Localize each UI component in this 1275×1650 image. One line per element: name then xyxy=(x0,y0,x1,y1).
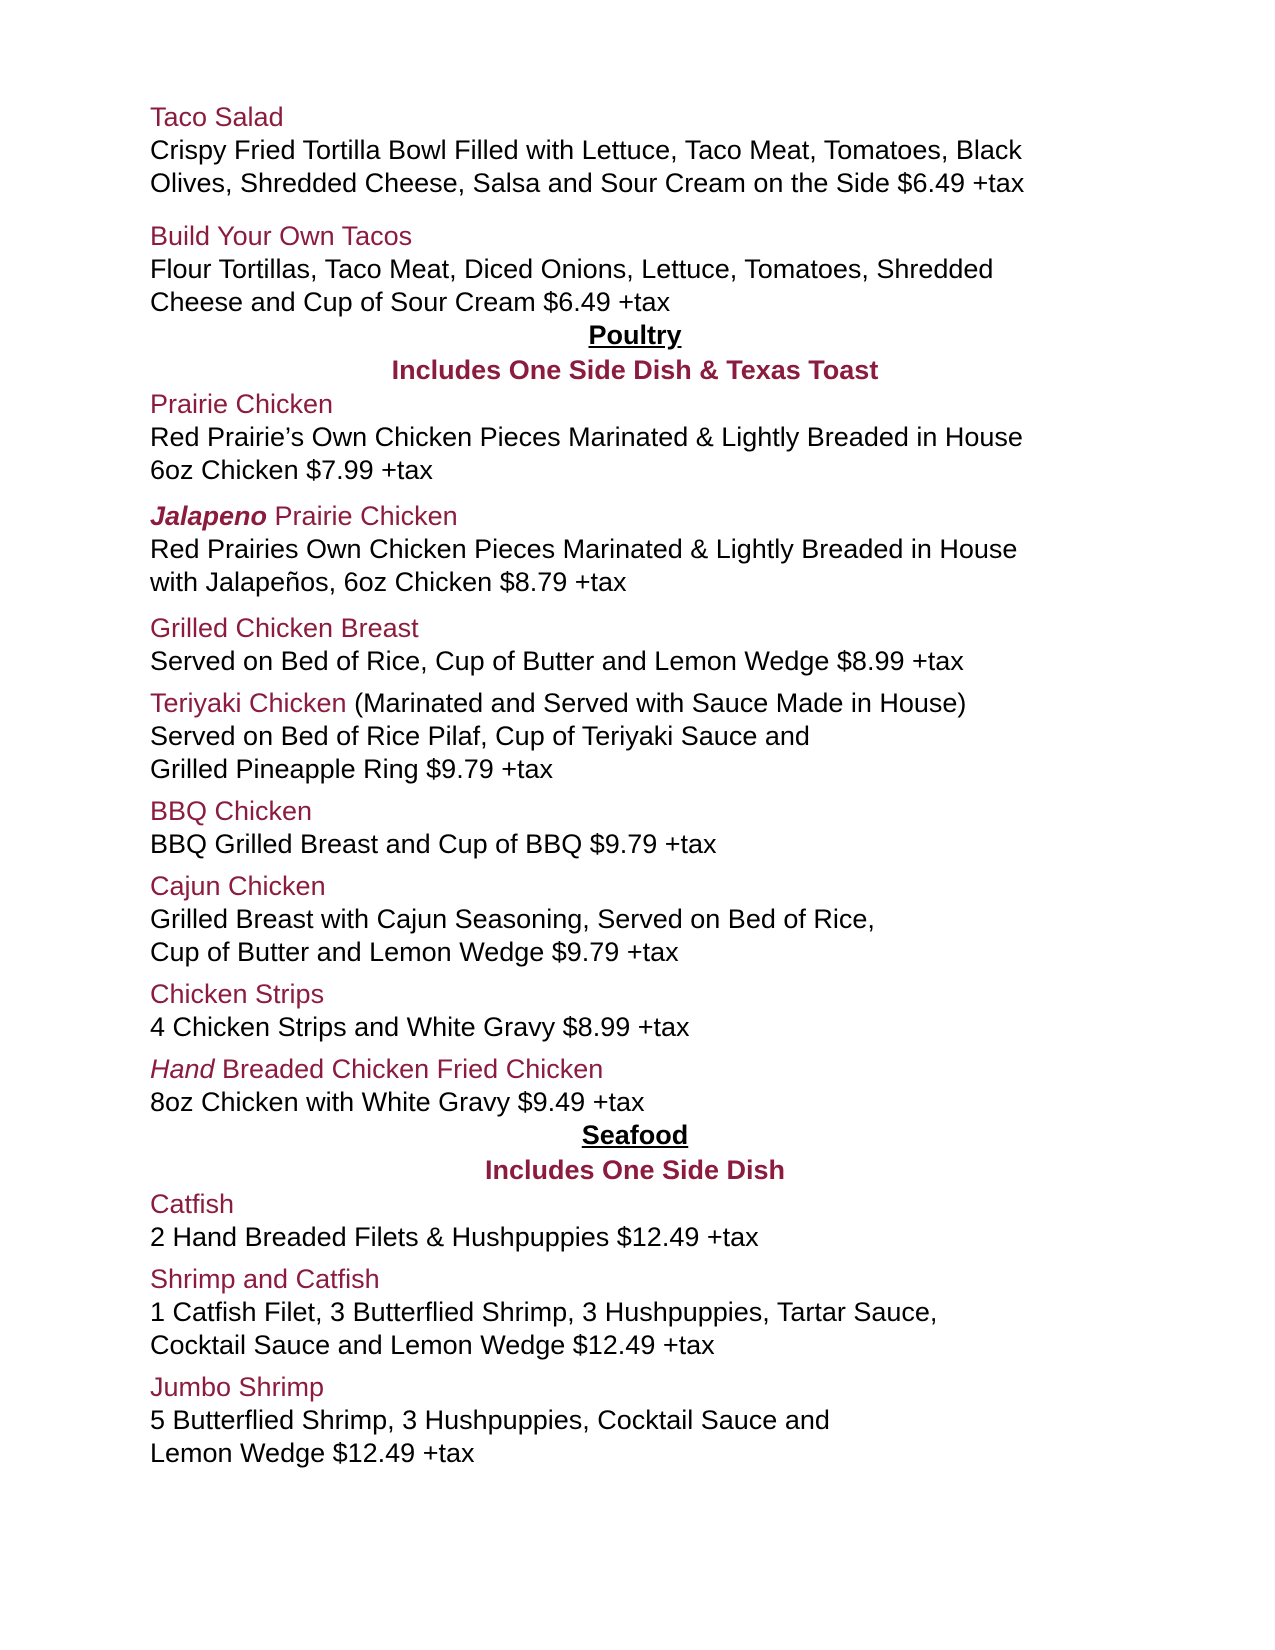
item-description: BBQ Grilled Breast and Cup of BBQ $9.79 +tax xyxy=(150,829,717,859)
menu-item-jalapeno-prairie-chicken xyxy=(150,500,1130,599)
item-name: Catfish xyxy=(150,1189,235,1219)
item-name xyxy=(150,500,1130,533)
item-name-emphasis: Jalapeno xyxy=(150,501,268,531)
item-description: 4 Chicken Strips and White Gravy $8.99 +tax xyxy=(150,1012,690,1042)
item-description: 8oz Chicken with White Gravy $9.49 +tax xyxy=(150,1087,645,1117)
item-description: Crispy Fried Tortilla Bowl Filled with Lettuce, Taco Meat, Tomatoes, Black Olives, Shredded Cheese, Salsa and Sour Cream on the Side $6.49 +tax xyxy=(150,135,1025,198)
section-note: Includes One Side Dish xyxy=(484,1155,786,1185)
item-name: BBQ Chicken xyxy=(150,796,313,826)
menu-item-taco-salad xyxy=(150,101,1130,200)
menu-item-grilled-chicken-breast xyxy=(150,612,1130,678)
item-description: 5 Butterflied Shrimp, 3 Hushpuppies, Cocktail Sauce and Lemon Wedge $12.49 +tax xyxy=(150,1405,830,1468)
item-name-rest: Breaded Chicken Fried Chicken xyxy=(214,1054,604,1084)
item-name xyxy=(150,1053,1130,1086)
item-name-note: (Marinated and Served with Sauce Made in House) xyxy=(346,688,967,718)
item-name: Grilled Chicken Breast xyxy=(150,613,419,643)
item-name: Jumbo Shrimp xyxy=(150,1372,325,1402)
item-name: Shrimp and Catfish xyxy=(150,1264,380,1294)
section-title: Poultry xyxy=(588,320,682,350)
menu-item-chicken-fried-chicken xyxy=(150,1053,1130,1119)
menu-item-jumbo-shrimp xyxy=(150,1371,1130,1470)
menu-item-cajun-chicken xyxy=(150,870,1130,969)
item-name: Cajun Chicken xyxy=(150,871,326,901)
menu-item-chicken-strips xyxy=(150,978,1130,1044)
menu-item-shrimp-and-catfish xyxy=(150,1263,1130,1362)
item-description: Flour Tortillas, Taco Meat, Diced Onions, Lettuce, Tomatoes, Shredded Cheese and Cup of Sour Cream $6.49 +tax xyxy=(150,254,994,317)
section-note: Includes One Side Dish & Texas Toast xyxy=(391,355,879,385)
menu-item-prairie-chicken xyxy=(150,388,1130,487)
section-title: Seafood xyxy=(581,1120,689,1150)
section-poultry xyxy=(150,319,1130,388)
item-name: Build Your Own Tacos xyxy=(150,221,413,251)
item-description: Served on Bed of Rice Pilaf, Cup of Teriyaki Sauce and Grilled Pineapple Ring $9.79 +tax xyxy=(150,721,810,784)
item-description: 2 Hand Breaded Filets & Hushpuppies $12.49 +tax xyxy=(150,1222,759,1252)
item-name-main: Teriyaki Chicken xyxy=(150,688,347,718)
item-name-rest: Prairie Chicken xyxy=(267,501,458,531)
item-description: 1 Catfish Filet, 3 Butterflied Shrimp, 3 Hushpuppies, Tartar Sauce, Cocktail Sauce and Lemon Wedge $12.49 +tax xyxy=(150,1297,938,1360)
item-description: Served on Bed of Rice, Cup of Butter and Lemon Wedge $8.99 +tax xyxy=(150,646,964,676)
item-description: Grilled Breast with Cajun Seasoning, Served on Bed of Rice, Cup of Butter and Lemon Wedge $9.79 +tax xyxy=(150,904,875,967)
section-seafood xyxy=(150,1119,1130,1188)
menu-item-catfish xyxy=(150,1188,1130,1254)
item-name: Taco Salad xyxy=(150,102,284,132)
item-name-emphasis: Hand xyxy=(150,1054,215,1084)
item-description: Red Prairie’s Own Chicken Pieces Marinated & Lightly Breaded in House 6oz Chicken $7.99 +tax xyxy=(150,422,1023,485)
menu-item-teriyaki-chicken xyxy=(150,687,1130,786)
item-description: Red Prairies Own Chicken Pieces Marinated & Lightly Breaded in House with Jalapeños, 6oz Chicken $8.79 +tax xyxy=(150,534,1018,597)
item-name xyxy=(150,687,1130,720)
item-name: Prairie Chicken xyxy=(150,389,334,419)
menu-item-build-your-own-tacos xyxy=(150,220,1130,319)
menu-item-bbq-chicken xyxy=(150,795,1130,861)
menu-page xyxy=(150,101,1130,1483)
item-name: Chicken Strips xyxy=(150,979,325,1009)
